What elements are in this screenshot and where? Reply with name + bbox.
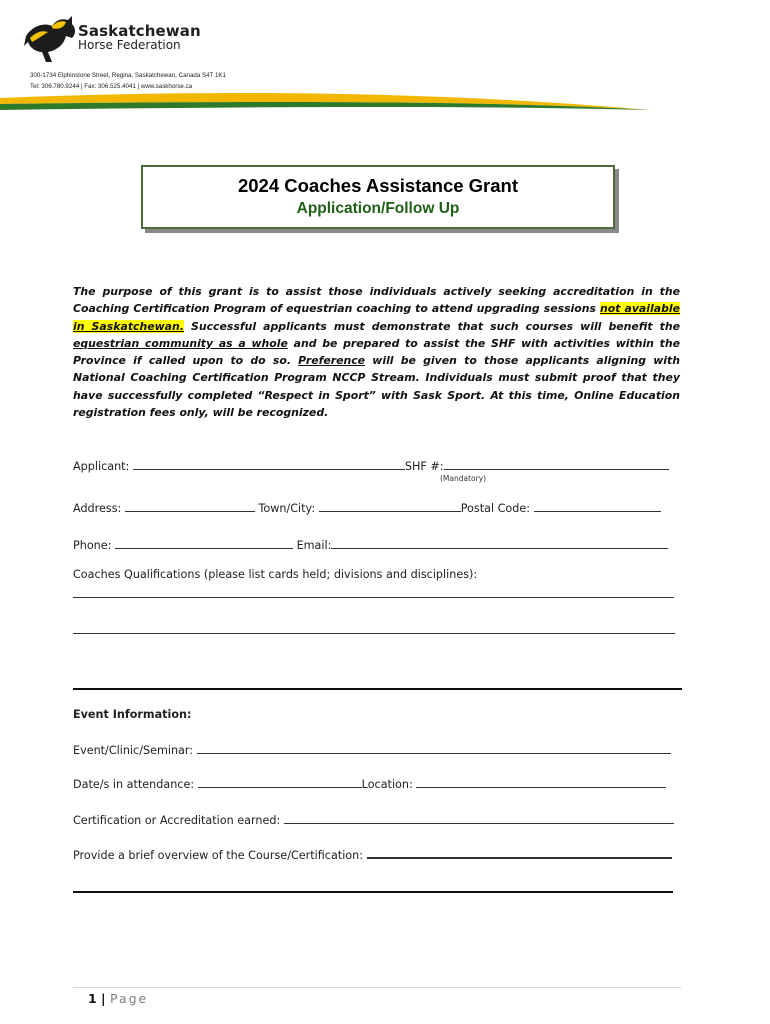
qualifications-line-2[interactable] — [73, 633, 675, 634]
address-row — [73, 500, 661, 515]
overview-field[interactable] — [367, 846, 672, 859]
intro-text: Successful applicants must demonstrate that such courses will benefit the — [183, 319, 680, 333]
phone-row — [73, 537, 668, 552]
intro-text: The purpose of this grant is to assist those individuals actively seeking accreditation in the Coaching Certification Program of equestrian coaching to attend upgrading sessions — [73, 285, 680, 316]
event-field[interactable] — [197, 742, 671, 754]
intro-text: will be given to those applicants aligning with National Coaching Certification Program NCCP Stream. Individuals must submit proof that they have successfully completed “Respect in Sport” with Sask Sport. At this time, Online Education registration fees only, will be recognized. — [73, 354, 680, 420]
phone-label: Phone: — [73, 539, 112, 552]
page-footer — [88, 991, 148, 1006]
letterhead-swoosh — [0, 60, 770, 120]
title-box — [141, 165, 615, 229]
intro-paragraph — [73, 283, 680, 421]
phone-field[interactable] — [115, 537, 293, 549]
email-label: Email: — [296, 539, 332, 552]
event-label: Event/Clinic/Seminar: — [73, 744, 194, 757]
document-title: 2024 Coaches Assistance Grant — [237, 175, 519, 196]
intro-underline: equestrian community as a whole — [73, 336, 288, 350]
horse-logo-icon — [22, 12, 78, 64]
address-label: Address: — [73, 502, 122, 515]
postal-code-field[interactable] — [534, 500, 661, 512]
overview-row — [73, 846, 672, 862]
postal-label: Postal Code: — [460, 502, 531, 515]
org-subtitle: Horse Federation — [78, 38, 181, 52]
document-subtitle: Application/Follow Up — [296, 200, 460, 217]
footer-divider — [73, 987, 681, 988]
intro-highlight: not available in Saskatchewan. — [73, 302, 680, 333]
location-label: Location: — [361, 778, 413, 791]
org-address: 300-1734 Elphinstone Street, Regina, Saskatchewan, Canada S4T 1K1 — [30, 72, 226, 79]
dates-label: Date/s in attendance: — [73, 778, 195, 791]
town-field[interactable] — [319, 500, 461, 512]
certification-field[interactable] — [284, 812, 674, 824]
dates-row — [73, 776, 666, 791]
intro-underline: Preference — [298, 354, 366, 368]
event-heading: Event Information: — [73, 708, 192, 721]
org-contact: Tel: 306.780.9244 | Fax: 306.525.4041 | www.saskhorse.ca — [30, 83, 193, 90]
overview-label: Provide a brief overview of the Course/Certification: — [73, 849, 364, 862]
page-separator: | — [96, 991, 110, 1006]
shf-number-field[interactable] — [444, 458, 669, 470]
page-word: Page — [109, 991, 149, 1006]
overview-line-2[interactable] — [73, 891, 673, 893]
location-field[interactable] — [416, 776, 666, 788]
applicant-field[interactable] — [133, 458, 405, 470]
intro-text: and be prepared to assist the SHF with activities within the Province if called upon to do so. — [73, 336, 680, 368]
page-number: 1 — [88, 991, 97, 1006]
email-field[interactable] — [331, 537, 668, 549]
org-name: Saskatchewan — [78, 22, 201, 40]
certification-label: Certification or Accreditation earned: — [73, 814, 281, 827]
mandatory-note: (Mandatory) — [440, 474, 487, 483]
section-divider — [73, 688, 682, 690]
shf-label: SHF #: — [404, 460, 444, 473]
applicant-row — [73, 458, 669, 473]
applicant-label: Applicant: — [73, 460, 130, 473]
dates-field[interactable] — [198, 776, 362, 788]
certification-row — [73, 812, 674, 827]
qualifications-label: Coaches Qualifications (please list cards held; divisions and disciplines): — [73, 568, 478, 581]
address-field[interactable] — [125, 500, 255, 512]
event-row — [73, 742, 671, 757]
qualifications-line-1[interactable] — [73, 597, 674, 598]
town-label: Town/City: — [258, 502, 316, 515]
